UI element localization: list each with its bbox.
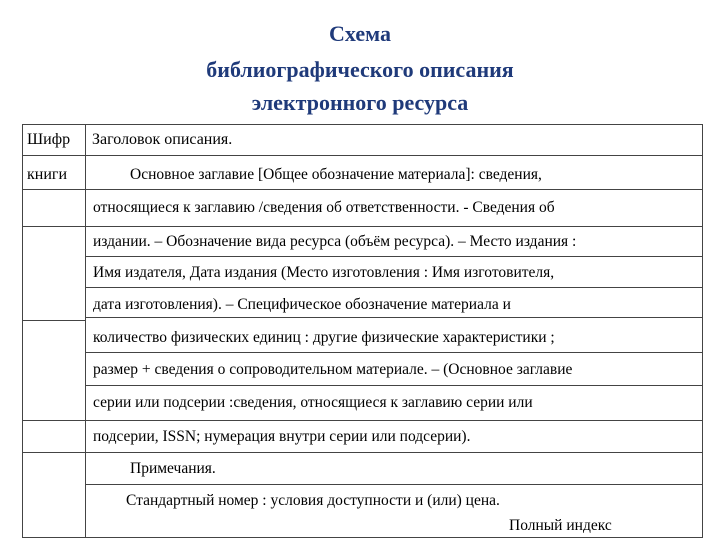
description-line: серии или подсерии :сведения, относящиеся к заглавию серии или (93, 394, 533, 411)
title-line-2: библиографического описания (206, 57, 514, 82)
row-rule (86, 420, 703, 421)
code-cell (22, 226, 86, 321)
description-line: относящиеся к заглавию /сведения об ответственности. - Сведения об (93, 199, 555, 216)
full-index-label: Полный индекс (509, 517, 612, 534)
description-line: размер + сведения о сопроводительном материале. – (Основное заглавие (93, 361, 573, 378)
description-line: дата изготовления). – Специфическое обозначение материала и (93, 296, 511, 313)
row-rule (86, 452, 703, 453)
title-line-1: Схема (329, 21, 391, 46)
row-rule (86, 226, 703, 227)
code-cell (22, 420, 86, 453)
title-line-3: электронного ресурса (251, 90, 469, 115)
row-rule (86, 385, 703, 386)
row-rule (86, 484, 703, 485)
row-rule (22, 189, 703, 190)
row-rule (86, 317, 703, 318)
code-column (22, 124, 86, 538)
row-rule (86, 256, 703, 257)
description-line: издании. – Обозначение вида ресурса (объём ресурса). – Место издания : (93, 233, 577, 250)
code-cell (22, 189, 86, 227)
code-label-book: книги (27, 166, 68, 183)
notes-label: Примечания. (130, 460, 216, 477)
description-line: Основное заглавие [Общее обозначение материала]: сведения, (130, 166, 542, 183)
description-line: Имя издателя, Дата издания (Место изготовления : Имя изготовителя, (93, 264, 555, 281)
row-rule (86, 352, 703, 353)
description-line: количество физических единиц : другие физические характеристики ; (93, 329, 555, 346)
standard-number-line: Стандартный номер : условия доступности и (или) цена. (126, 492, 500, 509)
row-rule (86, 287, 703, 288)
description-line: подсерии, ISSN; нумерация внутри серии или подсерии). (93, 428, 471, 445)
heading-label: Заголовок описания. (92, 131, 233, 148)
header-rule (22, 155, 703, 156)
code-label: Шифр (27, 131, 71, 148)
